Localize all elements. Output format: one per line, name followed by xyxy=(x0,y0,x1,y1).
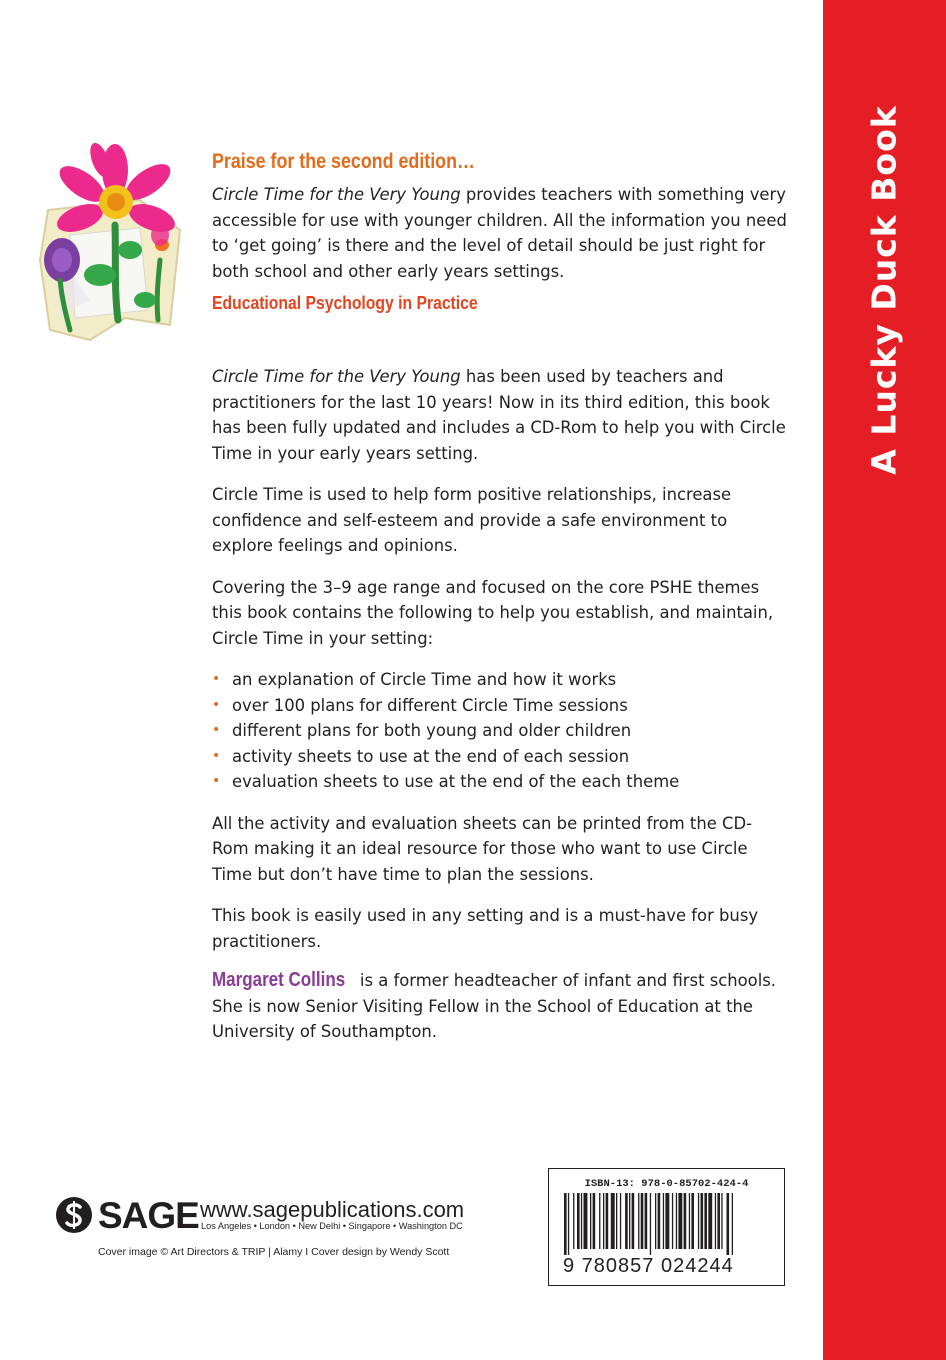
purpose-paragraph: Circle Time is used to help form positive relationships, increase confidence and self-esteem and provide a safe environment to explore feelings and opinions. xyxy=(212,485,732,555)
praise-heading: Praise for the second edition… xyxy=(212,150,475,173)
bullet-icon: • xyxy=(212,696,221,713)
isbn-digits: 9 780857 024244 xyxy=(563,1255,734,1277)
publisher-cities: Los Angeles • London • New Delhi • Singapore • Washington DC xyxy=(201,1221,463,1231)
author-bio xyxy=(212,968,787,1045)
list-item: • evaluation sheets to use at the end of the each theme xyxy=(212,769,787,795)
cover-credits: Cover image © Art Directors & TRIP | Alamy I Cover design by Wendy Scott xyxy=(98,1246,450,1258)
quote-book-title: Circle Time for the Very Young xyxy=(212,185,461,204)
intro-book-title: Circle Time for the Very Young xyxy=(212,367,461,386)
barcode-box xyxy=(548,1168,785,1286)
list-item: • over 100 plans for different Circle Time sessions xyxy=(212,693,787,719)
contents-list xyxy=(212,667,787,795)
cd-rom-paragraph: All the activity and evaluation sheets can be printed from the CD-Rom making it an ideal resource for those who want to use Circle Time but don’t have time to plan the sessions. xyxy=(212,813,753,884)
bullet-icon: • xyxy=(212,722,221,738)
intro-text: has been used by teachers and practitioners for the last 10 years! Now in its third edition, this book has been fully updated and includes a CD-Rom to help you with Circle Time in your early years setting. xyxy=(212,367,786,463)
isbn-label: ISBN-13: 978-0-85702-424-4 xyxy=(584,1178,749,1190)
author-bio-text: is a former headteacher of infant and first schools. She is now Senior Visiting Fellow in the School of Education at the University of Southampton. xyxy=(212,971,777,1041)
publisher-url[interactable]: www.sagepublications.com xyxy=(200,1197,465,1222)
list-item: • activity sheets to use at the end of each session xyxy=(212,744,787,770)
list-item: • different plans for both young and older children xyxy=(212,718,787,744)
main-copy xyxy=(212,150,787,1045)
bullet-icon: • xyxy=(212,671,221,687)
list-item: • an explanation of Circle Time and how it works xyxy=(212,667,787,693)
quote-text: provides teachers with something very accessible for use with younger children. All the information you need to ‘get going’ is there and the level of detail should be just right for both school and other early years settings. xyxy=(212,185,787,281)
barcode-icon xyxy=(556,1193,778,1255)
sage-logo-icon xyxy=(54,1195,94,1235)
flower-illustration xyxy=(30,140,200,355)
bullet-icon: • xyxy=(212,773,221,789)
author-name: Margaret Collins xyxy=(212,969,346,991)
sage-logo-text: SAGE xyxy=(98,1195,199,1236)
praise-quote xyxy=(212,182,787,284)
contents-paragraph: Covering the 3–9 age range and focused on the core PSHE themes this book contains the following to help you establish, and maintain, Circle Time in your setting: xyxy=(212,577,774,648)
spine-title: A Lucky Duck Book xyxy=(864,105,904,475)
bullet-icon: • xyxy=(212,747,221,764)
usage-paragraph: This book is easily used in any setting and is a must-have for busy practitioners. xyxy=(212,906,759,951)
quote-source: Educational Psychology in Practice xyxy=(212,292,478,313)
intro-paragraph xyxy=(212,364,787,466)
